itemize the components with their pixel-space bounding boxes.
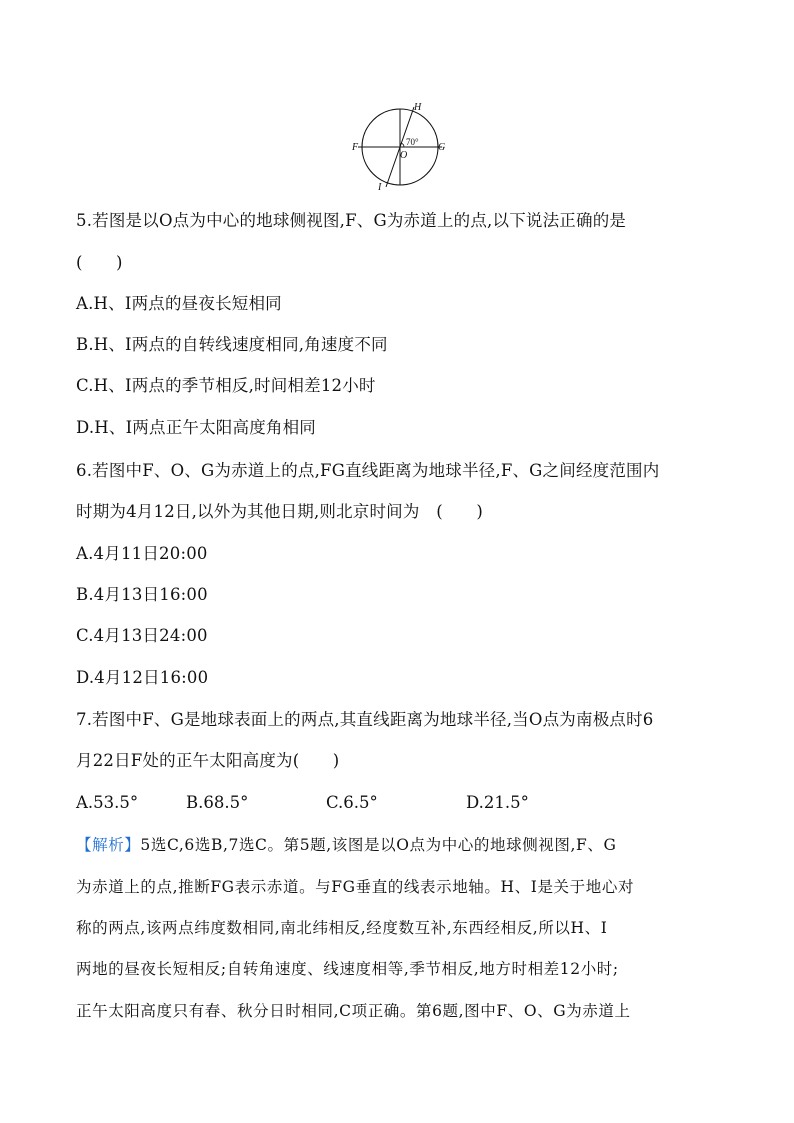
q7-options-row xyxy=(76,792,529,814)
q5-stem-line-1: 5.若图是以O点为中心的地球侧视图,F、G为赤道上的点,以下说法正确的是 xyxy=(76,211,627,230)
analysis-line-3: 称的两点,该两点纬度数相同,南北纬相反,经度数互补,东西经相反,所以H、I xyxy=(76,919,608,937)
analysis-line-2: 为赤道上的点,推断FG表示赤道。与FG垂直的线表示地轴。H、I是关于地心对 xyxy=(76,878,635,896)
q6-option-d: D.4月12日16:00 xyxy=(76,668,209,687)
q5-stem-line-2: ( ) xyxy=(76,253,123,272)
q7-option-b: B.68.5° xyxy=(186,793,249,812)
angle-arc xyxy=(402,143,405,147)
q5-option-d: D.H、I两点正午太阳高度角相同 xyxy=(76,418,316,437)
label-o: O xyxy=(400,150,408,161)
q7-option-c: C.6.5° xyxy=(326,793,378,812)
label-i: I xyxy=(378,182,382,192)
q6-option-b: B.4月13日16:00 xyxy=(76,585,208,604)
label-g: G xyxy=(438,142,446,153)
q5-option-c: C.H、I两点的季节相反,时间相差12小时 xyxy=(76,376,376,395)
analysis-line-1-text: 5选C,6选B,7选C。第5题,该图是以O点为中心的地球侧视图,F、G xyxy=(140,836,617,854)
label-h: H xyxy=(414,102,422,113)
q7-option-a: A.53.5° xyxy=(76,793,139,812)
analysis-tag: 【解析】 xyxy=(76,836,141,854)
earth-side-view-diagram xyxy=(348,100,452,192)
q6-stem-line-2: 时期为4月12日,以外为其他日期,则北京时间为 ( ) xyxy=(76,502,483,521)
q6-option-c: C.4月13日24:00 xyxy=(76,626,208,645)
analysis-line-5: 正午太阳高度只有春、秋分日时相同,C项正确。第6题,图中F、O、G为赤道上 xyxy=(76,1002,631,1020)
label-f: F xyxy=(352,142,359,153)
angle-label: 70° xyxy=(406,137,419,147)
q7-stem-line-1: 7.若图中F、G是地球表面上的两点,其直线距离为地球半径,当O点为南极点时6 xyxy=(76,710,654,729)
q7-stem-line-2: 月22日F处的正午太阳高度为( ) xyxy=(76,751,340,770)
analysis-line-1 xyxy=(76,834,616,856)
q7-option-d: D.21.5° xyxy=(466,793,529,812)
q6-stem-line-1: 6.若图中F、O、G为赤道上的点,FG直线距离为地球半径,F、G之间经度范围内 xyxy=(76,461,660,480)
q5-option-b: B.H、I两点的自转线速度相同,角速度不同 xyxy=(76,335,388,354)
q6-option-a: A.4月11日20:00 xyxy=(76,544,208,563)
analysis-line-4: 两地的昼夜长短相反;自转角速度、线速度相等,季节相反,地方时相差12小时; xyxy=(76,960,619,978)
q5-option-a: A.H、I两点的昼夜长短相同 xyxy=(76,294,282,313)
